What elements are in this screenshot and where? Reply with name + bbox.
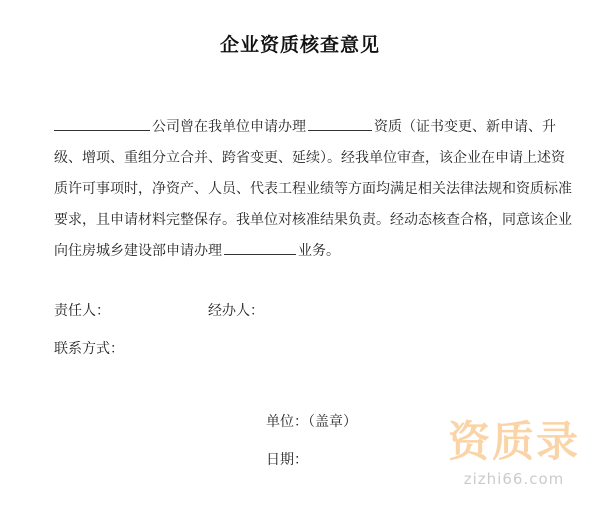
company-name-blank <box>54 116 150 131</box>
paragraph-line-5-text-a: 向住房城乡建设部申请办理 <box>54 243 222 259</box>
qualification-type-blank <box>308 116 372 131</box>
watermark-domain: zizhi66.com <box>463 470 565 488</box>
paragraph-line-4: 要求，且申请材料完整保存。我单位对核准结果负责。经动态核查合格，同意该企业 <box>54 212 572 228</box>
watermark-text: 资质录 <box>447 417 580 466</box>
paragraph-line-1-text-a: 公司曾在我单位申请办理 <box>152 119 306 135</box>
contact-label: 联系方式： <box>54 341 124 357</box>
paragraph-line-1 <box>54 112 574 143</box>
business-type-blank <box>224 240 296 255</box>
responsible-person-label: 责任人： <box>54 303 110 319</box>
date-label: 日期： <box>266 452 308 468</box>
paragraph-line-5 <box>54 236 574 267</box>
paragraph-line-3: 质许可事项时，净资产、人员、代表工程业绩等方面均满足相关法律法规和资质标准 <box>54 181 572 197</box>
unit-seal-label: 单位：（盖章） <box>266 414 357 430</box>
document-body-paragraph <box>54 112 574 267</box>
paragraph-line-1-text-b: 资质（证书变更、新申请、升 <box>374 119 556 135</box>
document-title: 企业资质核查意见 <box>219 34 380 56</box>
watermark-logo <box>434 418 594 488</box>
paragraph-line-2: 级、增项、重组分立合并、跨省变更、延续）。经我单位审查，该企业在申请上述资 <box>54 150 565 166</box>
handler-label: 经办人： <box>208 303 264 319</box>
paragraph-line-5-text-b: 业务。 <box>298 243 340 259</box>
